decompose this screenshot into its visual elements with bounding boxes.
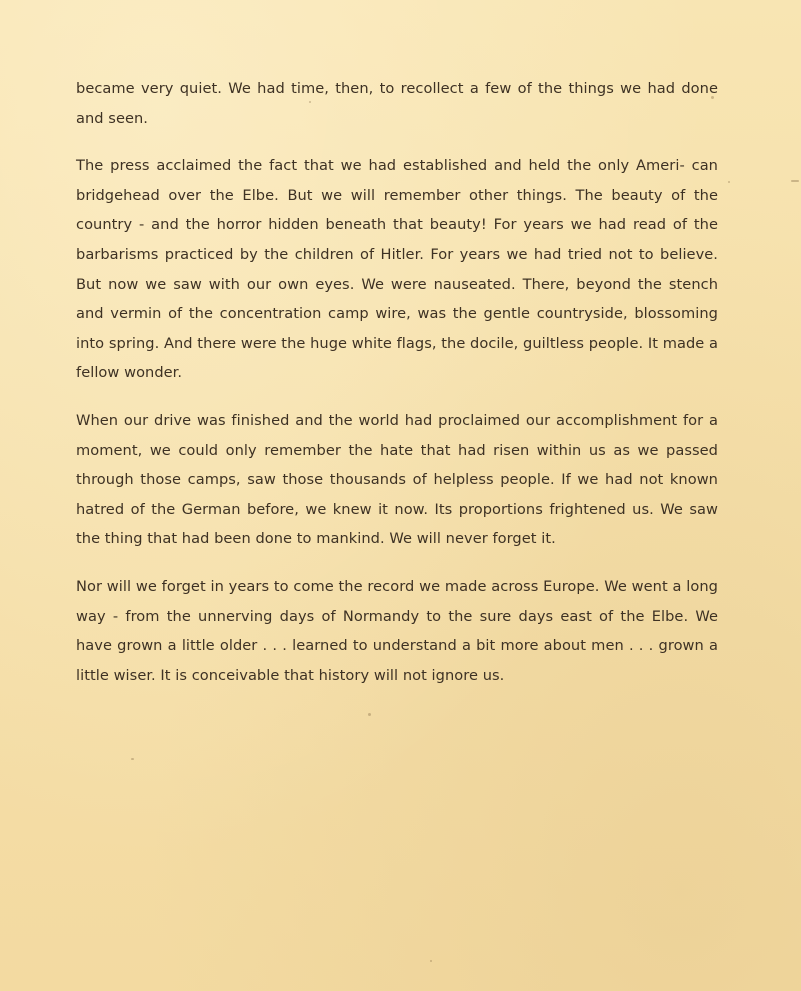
- paragraph-1: became very quiet. We had time, then, to recollect a few of the things we had done and seen.: [76, 80, 718, 127]
- paragraph-4: Nor will we forget in years to come the record we made across Europe. We went a long way - from the unnerving days of Normandy to the sure days east of the Elbe. We have grown a little older . . . learned to understand a bit more about men . . . grown a little wiser. It is conceivable that history will not ignore us.: [76, 577, 718, 684]
- paper-speck: [368, 713, 371, 716]
- body-text: [76, 74, 718, 708]
- paragraph-3: When our drive was finished and the world had proclaimed our accomplishment for a moment, we could only remember the hate that had risen within us as we passed through those camps, saw those thousands of helpless people. If we had not known hatred of the German before, we knew it now. Its proportions frightened us. We saw the thing that had been done to mankind. We will never forget it.: [76, 411, 718, 548]
- paragraph-2: The press acclaimed the fact that we had established and held the only Ameri- can bridgehead over the Elbe. But we will remember other things. The beauty of the country - and the horror hidden beneath that beauty! For years we had read of the barbarisms practiced by the children of Hitler. For years we had tried not to believe. But now we saw with our own eyes. We were nauseated. There, beyond the stench and vermin of the concentration camp wire, was the gentle countryside, blossoming into spring. And there were the huge white flags, the docile, guiltless people. It made a fellow wonder.: [76, 157, 718, 382]
- paper-speck: [728, 181, 730, 183]
- paper-speck: [791, 180, 799, 182]
- paper-speck: [430, 960, 432, 962]
- paper-speck: [131, 758, 134, 760]
